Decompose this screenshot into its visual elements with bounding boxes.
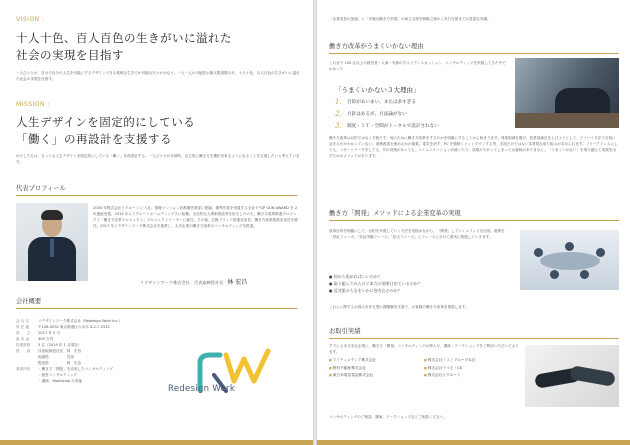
mission-title-line-1: 人生デザインを固定的にしている	[16, 115, 196, 129]
method-body: 改革目的を明確にして、目的を実現していく方法を見極めながら、「開発」していくメソッドを活用。施策を「設計フェーズ」「実証実験フェーズ」「拡大フェーズ」とフェーズに分けて着実に推進していきます。	[329, 229, 505, 239]
vision-label: VISION :	[16, 16, 45, 23]
right-page	[317, 0, 630, 445]
client-item: ■ 野村不動産株式会社	[329, 365, 424, 372]
method-bullet: ● 取り組んでみたけど本当の効果は出ているのか？	[329, 281, 422, 286]
vision-title-line-2: 社会の実現を目指す	[16, 48, 124, 62]
right-bottom-bar	[317, 440, 630, 445]
company-row-value: 代表取締役社長 林 宏昌	[38, 349, 82, 353]
company-row-key: 従業員数	[16, 343, 31, 347]
company-heading: 会社概要	[16, 296, 297, 309]
company-row-value: ・経営コンサルティング	[38, 373, 77, 377]
company-row-value: リデザインワーク株式会社（Redesign Work Inc.）	[38, 319, 123, 323]
problem-text: 目的があいまい、または多すぎる	[347, 100, 416, 105]
signature-company: リデザインワーク株式会社 代表取締役社長	[140, 280, 224, 285]
company-row	[16, 378, 166, 384]
clients-intro: すでにさまざまな企業に、働き方「開発」コンサルティングの導入や、講演・ワークショップをご利用いただいております。	[329, 344, 519, 354]
company-row-value: 5 名（2019 年 1 月現在）	[38, 343, 82, 347]
problem-item	[335, 120, 505, 132]
company-row-key: 役 員	[16, 349, 31, 353]
client-item: ■ アイティメディア株式会社	[329, 357, 424, 364]
company-row-key: 設 立	[16, 331, 31, 335]
mission-text: わたしたちは、もっとも人生デザインを固定的にしている「働く」を再設計する。一人ひとりが自律的、自主的に働き方を選択出来るようになることを支援したいと考えています。	[16, 154, 300, 164]
company-row-value: 2017 年 5 月	[38, 331, 61, 335]
company-row-key: 事業内容	[16, 367, 31, 371]
method-heading: 働き方「開発」メソッドによる企業変革の実現	[329, 208, 619, 221]
profile-text: 2005 年株式会社リクルート に入社。情報マンション首都圏営業部に配属。優秀営業を受賞する全社で"GP GUN AWARD を 2 年連続受賞。2014 年にリクルートホールディングスに転籍。全社的な人事制度改革を担当したのち、働き方改革推進プロジェクト「働き方変革プロジェクト」プロジェクトリーダーに就任。その後、広報ブランド推進室室長、働き方改革推進室室長を歴任。2017 年リデザインワーク株式会社を創業し、大手企業の働き方改革のコンサルティングを推進。	[93, 206, 298, 228]
company-row-key: 資 本 金	[16, 337, 30, 341]
signature-name: 林 宏昌	[227, 279, 248, 286]
company-row-value: ・働き方「開発」を活用したコンサルティング	[38, 367, 113, 371]
clients-heading: お取引実績	[329, 326, 619, 339]
vision-title-line-1: 十人十色、百人百色の生きがいに溢れた	[16, 31, 232, 45]
businessman-photo	[515, 58, 619, 128]
ceo-photo	[16, 203, 88, 281]
client-item: ■ 株式会社リクルート	[424, 372, 519, 379]
meeting-photo	[520, 230, 619, 290]
client-item: ■ 東日本電信電話株式会社	[329, 372, 424, 379]
problem-list	[335, 96, 505, 132]
company-row-value: 300 万円	[38, 337, 54, 341]
problem-text: 方針はあるが、方法論がない	[347, 112, 407, 117]
handshake-photo	[525, 345, 619, 407]
client-item: ■ 株式会社ドコモ・CS	[424, 365, 519, 372]
method-bullet: ● 反対派の人もをいかに巻き込むのか？	[329, 288, 402, 293]
problem-number: 1.	[335, 98, 342, 106]
client-list	[329, 357, 519, 379]
vision-title	[16, 30, 232, 64]
company-row-key: 所 在 地	[16, 325, 30, 329]
company-row-value: 監査役 林 宏由	[38, 361, 82, 365]
vision-text: 一人ひとりが、自分で自分の人生を可能にするデザインできる柔軟な生き方が可能な日々がかなう。一人一人の可能性が最大限発揮され、十人十色、百人百色の生きがいに溢れた社会の実現を目指す。	[16, 71, 300, 81]
left-page	[0, 0, 313, 445]
reasons-intro: これまで 100 社以上の経営者・人事・実務の方々とディスカッション、コンサルティングを実施してきた中でわかった	[329, 61, 506, 71]
company-row-value: 取締役 宮部	[38, 355, 74, 359]
problem-text: 制度・ＩＴ・空間がトータルで設計されない	[347, 124, 439, 129]
company-row-value: 〒106-0032 東京都港区六本木 4-2-7-2512	[38, 325, 110, 329]
company-table	[16, 318, 166, 384]
reasons-body: 働き方改革は目的ではなく手段です。何のために働き方改革をするのかを明確にすることから始まります。残業削減を掲げ、従業員満足を上げようとして、どういう方法で全員に活きるかがわかっていない。業務改善を進めるかが重要。電気を消す、PC を強制シャットダウンする等、手段だけではない本質的な取り組みが求められます。フリーアドレスにしても、リモートワークをしても、ITの効果があっても、コミュニケーションが減ったり、成果が下がってしまっては意味がありません。「うまくいかない」を乗り越えて成果を出すためのメソッドがあります。	[329, 136, 618, 158]
signature	[140, 277, 247, 286]
problem-number: 3.	[335, 122, 342, 130]
problem-title: 「うまくいかない３大理由」	[335, 86, 420, 94]
top-text: 「企業成長の加速」と「多様な働き方実現」の両立支援を戦略立案から実行支援までの豊富な実績。	[329, 17, 491, 21]
mission-title-line-2: 「働く」の再設計を支援する	[16, 132, 172, 146]
left-bottom-bar	[0, 440, 313, 445]
company-row-key: 会 社 名	[16, 319, 30, 323]
redesign-work-logo-icon	[190, 345, 280, 405]
client-item: ■ 株式会社ミスミグループ本社	[424, 357, 519, 364]
company-row-key	[16, 378, 38, 384]
problem-item	[335, 108, 505, 120]
profile-heading: 代表プロフィール	[16, 183, 297, 196]
problem-item	[335, 96, 505, 108]
mission-label: MISSION :	[16, 101, 50, 108]
logo-text: Redesign Work	[168, 384, 236, 394]
method-bullet: ● 何から始めればいいのか？	[329, 274, 382, 279]
method-closing: これらに関するお悩みを伴走型の課題解決支援で、お客様の働き方改革を推進します。	[329, 305, 469, 309]
company-row-value: ・講演、Workshop の実施	[38, 379, 83, 383]
reasons-heading: 働き方改革がうまくいかない理由	[329, 41, 619, 54]
method-bullets	[329, 273, 509, 294]
mission-title	[16, 114, 195, 148]
problem-number: 2.	[335, 110, 342, 118]
footer-text: コンサルティングのご相談、講演、ワークショップなどご相談ください。	[329, 415, 447, 419]
